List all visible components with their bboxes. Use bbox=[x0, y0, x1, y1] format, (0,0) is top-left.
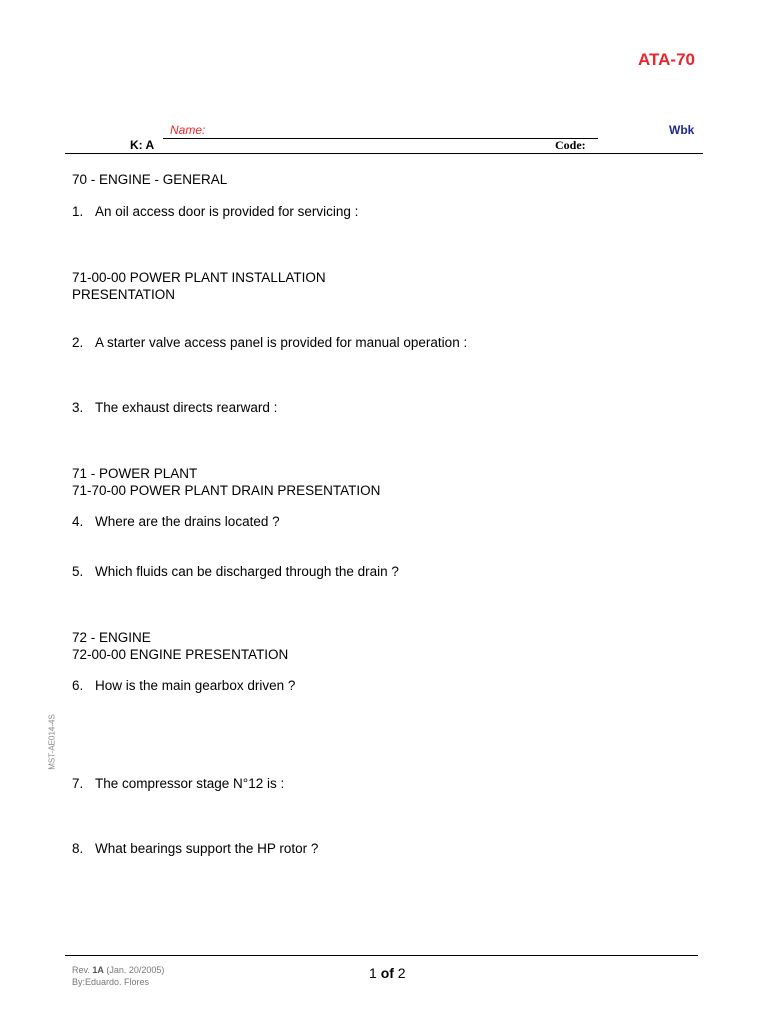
section-heading-line: 72-00-00 ENGINE PRESENTATION bbox=[72, 647, 289, 662]
question-5 bbox=[72, 564, 399, 579]
name-underline bbox=[163, 138, 598, 139]
name-label: Name: bbox=[170, 123, 206, 137]
question-text: How is the main gearbox driven ? bbox=[95, 678, 296, 693]
wbk-label: Wbk bbox=[669, 123, 695, 137]
revision-date: (Jan. 20/2005) bbox=[103, 965, 165, 975]
page-of: of bbox=[380, 965, 394, 981]
author-line: By:Eduardo. Flores bbox=[72, 977, 150, 987]
question-number: 8. bbox=[72, 841, 84, 856]
question-text: An oil access door is provided for servicing : bbox=[95, 204, 359, 219]
ka-label: K: A bbox=[130, 138, 155, 152]
question-text: A starter valve access panel is provided for manual operation : bbox=[95, 335, 468, 350]
revision-line bbox=[72, 964, 164, 976]
question-text: The exhaust directs rearward : bbox=[95, 400, 278, 415]
section-heading-71-00-00 bbox=[72, 269, 326, 303]
question-number: 5. bbox=[72, 564, 84, 579]
section-heading-line: 71 - POWER PLANT bbox=[72, 466, 198, 481]
question-1 bbox=[72, 204, 358, 219]
section-heading-70: 70 - ENGINE - GENERAL bbox=[72, 172, 228, 187]
section-heading-71 bbox=[72, 465, 380, 499]
section-heading-line: PRESENTATION bbox=[72, 287, 176, 302]
section-heading-line: 72 - ENGINE bbox=[72, 630, 151, 645]
question-text: Where are the drains located ? bbox=[95, 514, 280, 529]
page-current: 1 bbox=[369, 965, 377, 981]
question-number: 7. bbox=[72, 776, 84, 791]
question-number: 3. bbox=[72, 400, 84, 415]
question-text: What bearings support the HP rotor ? bbox=[95, 841, 319, 856]
footer-divider bbox=[65, 955, 698, 956]
question-6 bbox=[72, 678, 295, 693]
header-divider bbox=[65, 153, 703, 154]
question-text: The compressor stage N°12 is : bbox=[95, 776, 285, 791]
revision-info bbox=[72, 964, 164, 988]
question-7 bbox=[72, 776, 284, 791]
code-label: Code: bbox=[555, 138, 586, 152]
question-number: 2. bbox=[72, 335, 84, 350]
document-code: ATA-70 bbox=[638, 50, 695, 69]
revision-prefix: Rev. bbox=[72, 965, 93, 975]
revision-number: 1A bbox=[92, 965, 104, 975]
question-4 bbox=[72, 514, 280, 529]
section-heading-line: 71-70-00 POWER PLANT DRAIN PRESENTATION bbox=[72, 483, 381, 498]
question-text: Which fluids can be discharged through the drain ? bbox=[95, 564, 399, 579]
question-8 bbox=[72, 841, 318, 856]
question-2 bbox=[72, 335, 467, 350]
section-heading-line: 71-00-00 POWER PLANT INSTALLATION bbox=[72, 270, 326, 285]
question-number: 4. bbox=[72, 514, 84, 529]
page-total: 2 bbox=[397, 965, 406, 981]
page-number bbox=[369, 965, 406, 981]
section-heading-72 bbox=[72, 629, 288, 663]
question-number: 1. bbox=[72, 204, 84, 219]
side-document-code: MST-AE014-4S bbox=[47, 714, 57, 770]
question-number: 6. bbox=[72, 678, 84, 693]
question-3 bbox=[72, 400, 277, 415]
